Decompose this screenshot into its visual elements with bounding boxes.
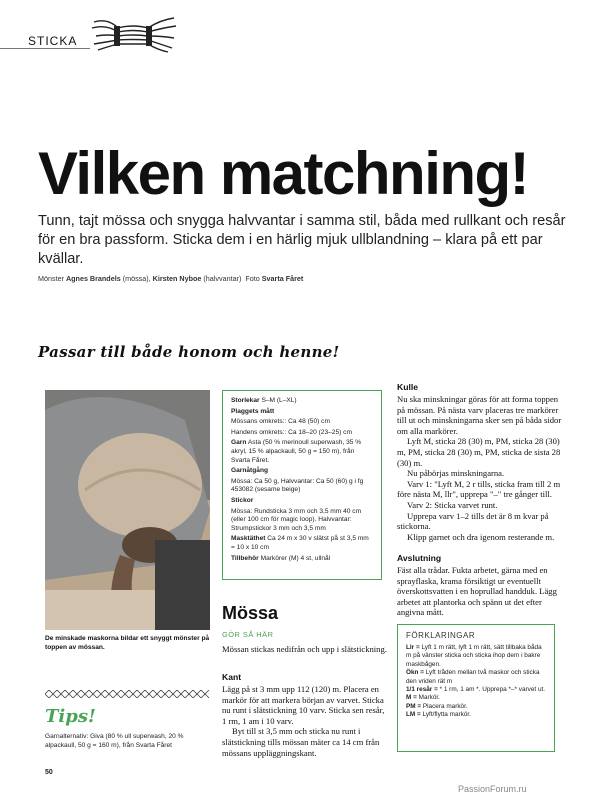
abbr-pm: PM = Placera markör. (406, 702, 468, 710)
watermark: PassionForum.ru (458, 784, 527, 794)
yarn-skein-icon (88, 14, 178, 54)
masktathet-label: Masktäthet (231, 535, 266, 543)
storlekar-label: Storlekar (231, 397, 260, 404)
section-title-mossa: Mössa (222, 603, 279, 623)
garnatgang-label: Garnåtgång (231, 467, 269, 475)
page-title: Vilken matchning! (38, 140, 529, 207)
matt-label: Plaggets mått (231, 407, 275, 415)
tips-heading: Tips! (45, 706, 96, 727)
script-heading: Passar till både honom och henne! (38, 343, 340, 361)
kant-text: Lägg på st 3 mm upp 112 (120) m. Placera en markör för att markera början av varvet. Sticka nu runt i slätstickning 10 varv. Sticka sen resår, 1 rm, 1 am i 10 varv. Byt till st 3,5 mm och sticka nu runt i slätstickning tills mössan mäter ca 14 cm från mössans uppläggningskant. (222, 684, 385, 758)
tillbehor-label: Tillbehör (231, 554, 259, 562)
section-tag: STICKA (28, 34, 78, 48)
materials-box: Storlekar S–M (L–XL) Plaggets mått Mössans omkrets:: Ca 48 (50) cm Handens omkrets:: Ca 18–20 (23–25) cm Garn Asta (50 % merinoull superwash, 35 % akryl, 15 % alpackaull, 50 g = 150 m), från Svarta Fåret. Garnåtgång Mössa: Ca 50 g, Halvvantar: Ca 50 (60) g i fg 453082 (sesame beige) Stickor Mössa: Rundsticka 3 mm och 3,5 mm 40 cm (eller 100 cm för magic loop). Halvvantar: Strumpstickor 3 mm och 3,5 mm Masktäthet Ca 24 m x 30 v slätst på st 3,5 mm = 10 x 10 cm Tillbehör Markörer (M) 4 st, ullnål (222, 390, 382, 580)
gor-sa-har-label: GÖR SÅ HÄR (222, 630, 274, 639)
matt-hand: Handens omkrets:: Ca 18–20 (23–25) cm (231, 428, 352, 436)
avslutning-text: Fäst alla trådar. Fukta arbetet, gärna med en sprayflaska, krama försiktigt ur eventuellt överskottsvatten i en hoprullad handduk. Lägg arbetet att plantorka och spänn ut det efter angivna mått. (397, 565, 557, 618)
abbr-resar: 1/1 resår = * 1 rm, 1 am *. Upprepa *–* varvet ut. (406, 686, 546, 694)
credits: Mönster Agnes Brandels (mössa), Kirsten Nyboe (halvvantar) Foto Svarta Fåret (38, 274, 304, 283)
stickor-value: Mössa: Rundsticka 3 mm och 3,5 mm 40 cm (eller 100 cm för magic loop). Halvvantar: Strumpstickor 3 mm och 3,5 mm (231, 507, 362, 532)
section-divider (0, 48, 90, 49)
stickor-label: Stickor (231, 496, 254, 504)
zigzag-divider (45, 690, 210, 698)
page-number: 50 (45, 769, 53, 776)
garnatgang-value: Mössa: Ca 50 g, Halvvantar: Ca 50 (60) g i fg 453082 (sesame beige) (231, 477, 364, 494)
kulle-text: Nu ska minskningar göras för att forma toppen på mössan. På nästa varv placeras tre markörer till ut och minskningarna sker sen på båda sidor om alla markörer. Lyft M, sticka 28 (30) m, PM, sticka 28 (30) m, PM, sticka 28 (30) m, PM, sticka de sista 28 (30) m. Nu påbörjas minskningarna. Varv 1: "Lyft M, 2 r tills, sticka fram till 2 m före nästa M, llr", upprepa "–" tre gånger till. Varv 2: Sticka varvet runt. Upprepa varv 1–2 tills det är 8 m kvar på stickorna. Klipp garnet och dra igenom resterande m. (397, 394, 562, 542)
abbr-m: M = Markör. (406, 694, 440, 702)
kulle-heading: Kulle (397, 382, 419, 392)
mossa-intro: Mössan stickas nedifrån och upp i slätstickning. (222, 644, 387, 654)
abbreviations-title: FÖRKLARINGAR (406, 631, 476, 640)
tips-text: Garnalternativ: Giva (80 % ull superwash, 20 % alpackaull, 50 g = 160 m), från Svarta Fåret (45, 733, 184, 749)
abbr-llr: Llr = Lyft 1 m rätt, lyft 1 m rätt, sätt tillbaka båda m på vänster sticka och sticka ihop dem i bakre maskbågen. (406, 644, 542, 668)
matt-mossa: Mössans omkrets:: Ca 48 (50) cm (231, 418, 330, 426)
lead-paragraph: Tunn, tajt mössa och snygga halvvantar i samma stil, båda med rullkant och resår för en bra passform. Sticka dem i en härlig mjuk ullblandning – klara på ett par kvällar. (38, 213, 566, 267)
abbreviations-box (397, 624, 555, 752)
abbr-okn: Ökn = Lyft tråden mellan två maskor och sticka den vriden rät m (406, 669, 540, 685)
photo-caption: De minskade maskorna bildar ett snyggt mönster på toppen av mössan. (45, 635, 210, 651)
garn-label: Garn (231, 439, 247, 447)
avslutning-heading: Avslutning (397, 553, 442, 563)
kant-heading: Kant (222, 672, 242, 682)
hat-photo (45, 390, 210, 630)
abbr-lm: LM = Lyft/flytta markör. (406, 711, 471, 719)
